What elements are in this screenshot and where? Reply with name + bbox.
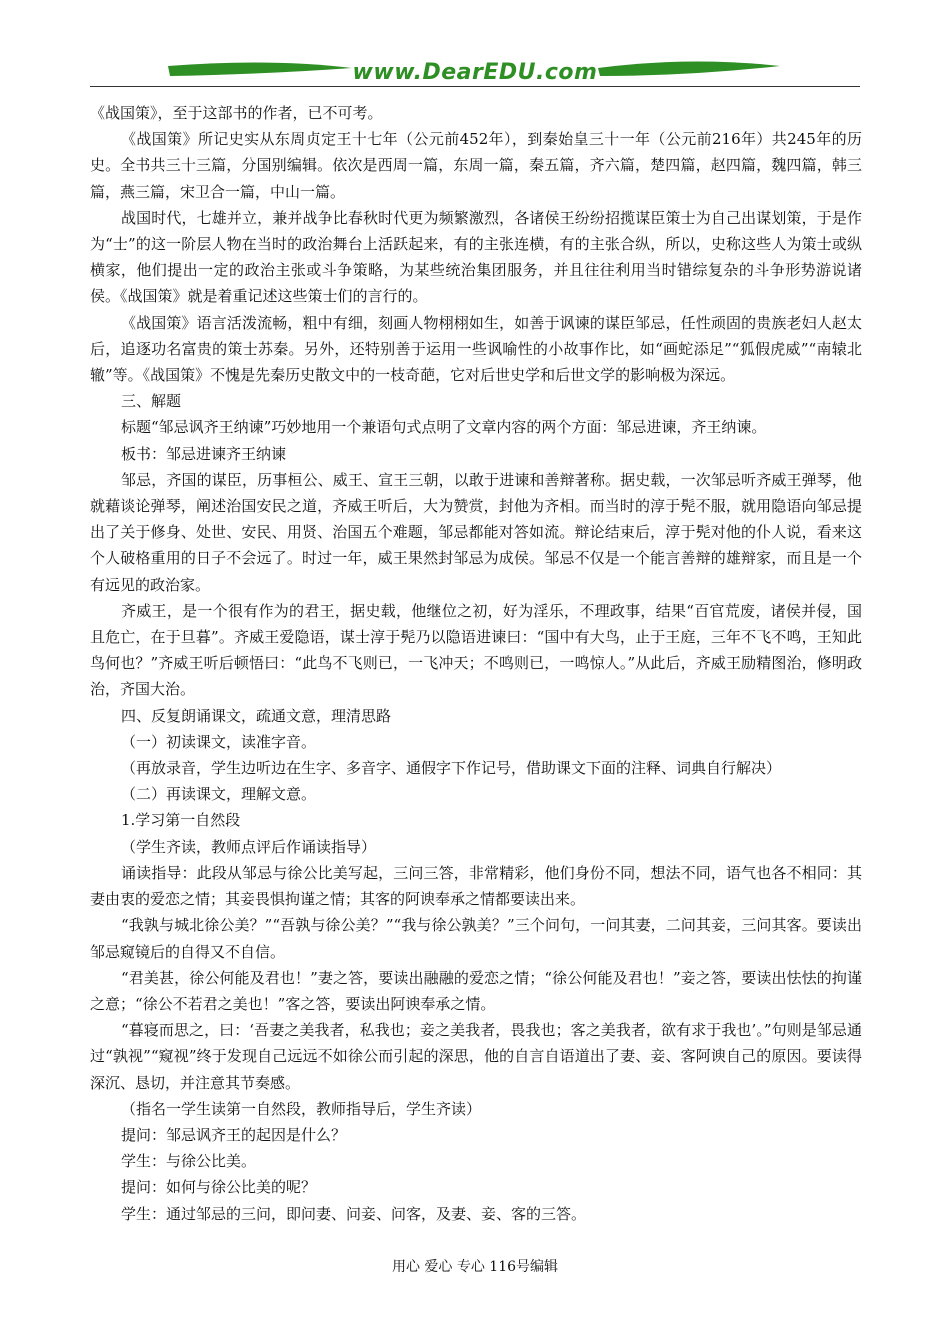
section-heading: 四、反复朗诵课文，疏通文意，理清思路 — [121, 706, 392, 725]
paragraph: “君美甚，徐公何能及君也！”妻之答，要读出融融的爱恋之情；“徐公何能及君也！”妾之答，要读出怯怯的拘谨之意；“徐公不若君之美也！”客之答，要读出阿谀奉承之情。 — [90, 968, 862, 1013]
paragraph: 战国时代，七雄并立，兼并战争比春秋时代更为频繁激烈，各诸侯王纷纷招揽谋臣策士为自己出谋划策，于是作为“士”的这一阶层人物在当时的政治舞台上活跃起来，有的主张连横，有的主张合纵，所以，史称这些人为策士或纵横家，他们提出一定的政治主张或斗争策略，为某些统治集团服务，并且往往利用当时错综复杂的斗争形势游说诸侯。《战国策》就是着重记述这些策士们的言行的。 — [90, 208, 862, 306]
paragraph: 齐威王，是一个很有作为的君王，据史载，他继位之初，好为淫乐，不理政事，结果“百官荒废，诸侯并侵，国且危亡，在于旦暮”。齐威王爱隐语，谋士淳于髡乃以隐语进谏曰：“国中有大鸟，止于王庭，三年不飞不鸣，王知此鸟何也？”齐威王听后顿悟曰：“此鸟不飞则已，一飞冲天；不鸣则已，一鸣惊人。”从此后，齐威王励精图治，修明政治，齐国大治。 — [90, 601, 862, 699]
paragraph: 邹忌，齐国的谋臣，历事桓公、威王、宣王三朝，以敢于进谏和善辩著称。据史载，一次邹忌听齐威王弹琴，他就藉谈论弹琴，阐述治国安民之道，齐威王听后，大为赞赏，封他为齐相。而当时的淳于髡不服，就用隐语向邹忌提出了关于修身、处世、安民、用贤、治国五个难题，邹忌都能对答如流。辩论结束后，淳于髡对他的仆人说，看来这个人破格重用的日子不会远了。时过一年，威王果然封邹忌为成侯。邹忌不仅是一个能言善辩的雄辩家，而且是一个有远见的政治家。 — [90, 470, 862, 594]
paragraph: 标题“邹忌讽齐王纳谏”巧妙地用一个兼语句式点明了文章内容的两个方面：邹忌进谏，齐王纳谏。 — [121, 418, 767, 437]
paragraph: （二）再读课文，理解文意。 — [121, 785, 317, 804]
paragraph: （一）初读课文，读准字音。 — [121, 732, 317, 751]
paragraph: 《战国策》，至于这部书的作者，已不可考。 — [90, 104, 383, 122]
paragraph: 《战国策》所记史实从东周贞定王十七年（公元前452年），到秦始皇三十一年（公元前216年）共245年的历史。全书共三十三篇，分国别编辑。依次是西周一篇，东周一篇，秦五篇，齐六篇，楚四篇，赵四篇，魏四篇，韩三篇，燕三篇，宋卫合一篇，中山一篇。 — [90, 130, 862, 201]
header-rule — [90, 86, 860, 87]
document-body — [90, 100, 862, 1227]
site-url: www.DearEDU.com — [352, 60, 598, 85]
site-banner — [90, 52, 860, 96]
paragraph: 学生：与徐公比美。 — [121, 1152, 257, 1171]
paragraph: “暮寝而思之，曰：‘吾妻之美我者，私我也；妾之美我者，畏我也；客之美我者，欲有求于我也’。”句则是邹忌通过“孰视”“窥视”终于发现自己远远不如徐公而引起的深思，他的自言自语道出了妻、妾、客阿谀自己的原因。要读得深沉、恳切，并注意其节奏感。 — [90, 1021, 862, 1092]
paragraph: （学生齐读，教师点评后作诵读指导） — [121, 837, 377, 856]
paragraph: （再放录音，学生边听边在生字、多音字、通假字下作记号，借助课文下面的注释、词典自行解决） — [121, 759, 782, 778]
paragraph: 诵读指导：此段从邹忌与徐公比美写起，三问三答，非常精彩，他们身份不同，想法不同，语气也各不相同：其妻由衷的爱恋之情；其妾畏惧拘谨之情；其客的阿谀奉承之情都要读出来。 — [90, 863, 862, 909]
paragraph: 学生：通过邹忌的三问，即问妻、问妾、问客，及妻、妾、客的三答。 — [121, 1204, 587, 1223]
paragraph: 板书：邹忌进谏齐王纳谏 — [121, 444, 287, 463]
section-heading: 三、解题 — [121, 392, 182, 411]
paragraph: 1.学习第一自然段 — [121, 811, 241, 830]
paragraph: “我孰与城北徐公美？”“吾孰与徐公美？”“我与徐公孰美？”三个问句，一问其妻，二问其妾，三问其客。要读出邹忌窥镜后的自得又不自信。 — [90, 916, 862, 961]
paragraph: （指名一学生读第一自然段，教师指导后，学生齐读） — [121, 1099, 482, 1118]
paragraph: 提问：如何与徐公比美的呢？ — [121, 1178, 317, 1197]
page-footer: 用心 爱心 专心 116号编辑 — [391, 1259, 559, 1275]
paragraph: 提问：邹忌讽齐王的起因是什么？ — [121, 1125, 347, 1144]
paragraph: 《战国策》语言活泼流畅，粗中有细，刻画人物栩栩如生，如善于讽谏的谋臣邹忌，任性顽固的贵族老妇人赵太后，追逐功名富贵的策士苏秦。另外，还特别善于运用一些讽喻性的小故事作比，如“画蛇添足”“狐假虎威”“南辕北辙”等。《战国策》不愧是先秦历史散文中的一枝奇葩，它对后世史学和后世文学的影响极为深远。 — [90, 313, 862, 385]
